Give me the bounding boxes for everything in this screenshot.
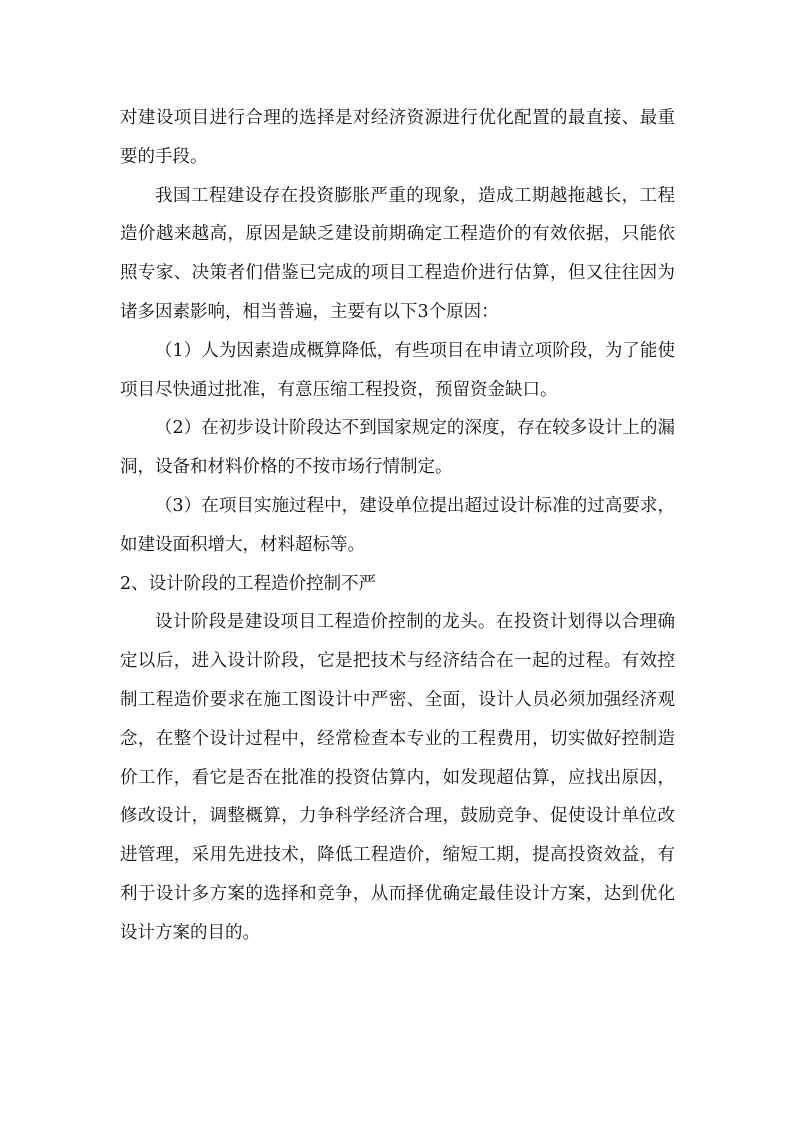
paragraph-reason-3: （3）在项目实施过程中，建设单位提出超过设计标准的过高要求，如建设面积增大，材料超标等。 (120, 495, 675, 555)
paragraph-investment-expansion: 我国工程建设存在投资膨胀严重的现象，造成工期越拖越长，工程造价越来越高，原因是缺乏建设前期确定工程造价的有效依据，只能依照专家、决策者们借鉴已完成的项目工程造价进行估算，但又往往因为诸多因素影响，相当普遍，主要有以下3个原因： (120, 185, 675, 322)
paragraph-reason-2: （2）在初步设计阶段达不到国家规定的深度，存在较多设计上的漏洞，设备和材料价格的不按市场行情制定。 (120, 418, 675, 478)
paragraph-reason-1: （1）人为因素造成概算降低，有些项目在申请立项阶段，为了能使项目尽快通过批准，有意压缩工程投资，预留资金缺口。 (120, 340, 675, 400)
paragraph-resource-allocation: 对建设项目进行合理的选择是对经济资源进行优化配置的最直接、最重要的手段。 (120, 108, 675, 167)
document-body (120, 99, 675, 953)
paragraph-design-stage: 设计阶段是建设项目工程造价控制的龙头。在投资计划得以合理确定以后，进入设计阶段，它是把技术与经济结合在一起的过程。有效控制工程造价要求在施工图设计中严密、全面，设计人员必须加强经济观念，在整个设计过程中，经常检查本专业的工程费用，切实做好控制造价工作，看它是否在批准的投资估算内，如发现超估算，应找出原因，修改设计，调整概算，力争科学经济合理，鼓励竞争、促使设计单位改进管理，采用先进技术，降低工程造价，缩短工期，提高投资效益，有利于设计多方案的选择和竞争，从而择优确定最佳设计方案，达到优化设计方案的目的。 (120, 612, 675, 943)
section-heading-design-stage: 2、设计阶段的工程造价控制不严 (120, 573, 377, 594)
